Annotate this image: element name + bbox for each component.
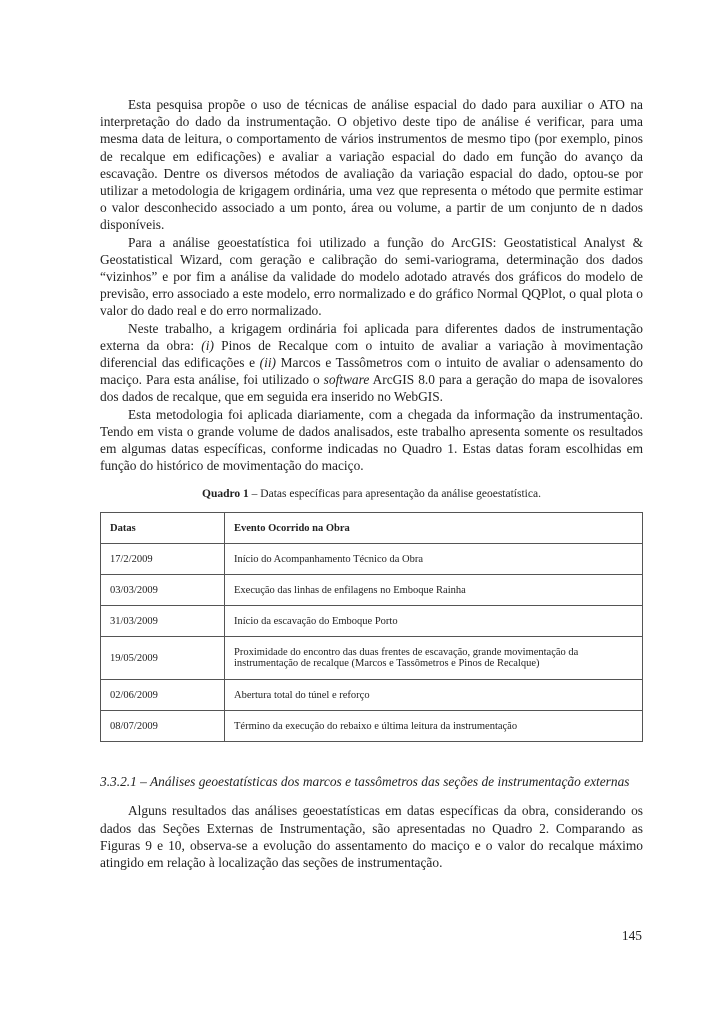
- paragraph-3-roman-i: (i): [201, 337, 214, 353]
- row-date: 02/06/2009: [101, 680, 225, 711]
- caption-text: – Datas específicas para apresentação da análise geoestatística.: [248, 488, 541, 501]
- paragraph-3-part-a: Neste trabalho, a krigagem ordinária foi aplicada para diferentes dados de instrumentação externa da obra:: [100, 320, 643, 353]
- row-event: Abertura total do túnel e reforço: [225, 680, 643, 711]
- row-event: Proximidade do encontro das duas frentes de escavação, grande movimentação da instrumentação de recalque (Marcos e Tassômetros e Pinos de Recalque): [225, 637, 643, 680]
- page-number: 145: [621, 928, 642, 943]
- table-caption: [100, 488, 643, 500]
- page-content: [100, 96, 643, 871]
- table-row: [101, 544, 643, 575]
- table-row: [101, 680, 643, 711]
- dates-table: [100, 512, 643, 742]
- paragraph-3: [100, 320, 643, 406]
- row-event: Início da escavação do Emboque Porto: [225, 606, 643, 637]
- row-date: 08/07/2009: [101, 711, 225, 742]
- row-event: Início do Acompanhamento Técnico da Obra: [225, 544, 643, 575]
- paragraph-1: Esta pesquisa propõe o uso de técnicas de análise espacial do dado para auxiliar o ATO na interpretação do dado da instrumentação. O objetivo deste tipo de análise é verificar, para uma mesma data de leitura, o comportamento de vários instrumentos de mesmo tipo (por exemplo, pinos de recalque em edificações) e avaliar a variação espacial do dado em função do avanço da escavação. Dentre os diversos métodos de avaliação da variação espacial do dado, optou-se por utilizar a metodologia de krigagem ordinária, uma vez que representa o método que permite estimar o valor desconhecido associado a um ponto, área ou volume, a partir de um conjunto de n dados disponíveis.: [100, 97, 643, 233]
- paragraph-4: Esta metodologia foi aplicada diariamente, com a chegada da informação da instrumentação. Tendo em vista o grande volume de dados analisados, este trabalho apresenta somente os resultados em algumas datas específicas, conforme indicadas no Quadro 1. Estas datas foram escolhidas em função do histórico de movimentação do maciço.: [100, 406, 643, 474]
- paragraph-2: Para a análise geoestatística foi utilizado a função do ArcGIS: Geostatistical Analyst & Geostatistical Wizard, com geração e calibração do semi-variograma, determinação dos dados “vizinhos” e por fim a análise da validade do modelo adotado através dos gráficos do modelo de previsão, erro associado a este modelo, erro normalizado e do gráfico Normal QQPlot, o qual plota o valor do dado real e do erro normalizado.: [100, 234, 643, 319]
- row-date: 19/05/2009: [101, 637, 225, 680]
- row-date: 17/2/2009: [101, 544, 225, 575]
- table-row: [101, 711, 643, 742]
- row-date: 31/03/2009: [101, 606, 225, 637]
- paragraph-3-part-c: Pinos de Recalque com o intuito de avaliar a variação à movimentação diferencial das edificações e: [100, 337, 643, 371]
- paragraph-3-software: software: [323, 372, 370, 388]
- row-date: 03/03/2009: [101, 575, 225, 606]
- paragraph-5: Alguns resultados das análises geoestatísticas em datas específicas da obra, considerando os dados das Seções Externas de Instrumentação, são apresentadas no Quadro 2. Comparando as Figuras 9 e 10, observa-se a evolução do assentamento do maciço e o valor do recalque máximo atingido em relação à localização das seções de instrumentação.: [100, 803, 643, 871]
- header-evento: Evento Ocorrido na Obra: [225, 513, 643, 544]
- row-event: Execução das linhas de enfilagens no Emboque Rainha: [225, 575, 643, 606]
- header-datas: Datas: [101, 513, 225, 544]
- table-row: [101, 575, 643, 606]
- paragraph-3-part-g: ArcGIS 8.0 para a geração do mapa de isovalores dos dados de recalque, que em seguida era inserido no WebGIS.: [100, 372, 643, 405]
- paragraph-3-roman-ii: (ii): [259, 355, 277, 371]
- caption-label: Quadro 1: [202, 488, 249, 501]
- table-row: [101, 637, 643, 680]
- section-title: 3.3.2.1 – Análises geoestatísticas dos marcos e tassômetros das seções de instrumentação externas: [100, 774, 630, 790]
- table-row: [101, 606, 643, 637]
- table-header-row: [101, 513, 643, 544]
- paragraph-3-part-e: Marcos e Tassômetros com o intuito de avaliar o adensamento do maciço. Para esta análise, foi utilizado o: [100, 355, 643, 388]
- row-event: Término da execução do rebaixo e última leitura da instrumentação: [225, 711, 643, 742]
